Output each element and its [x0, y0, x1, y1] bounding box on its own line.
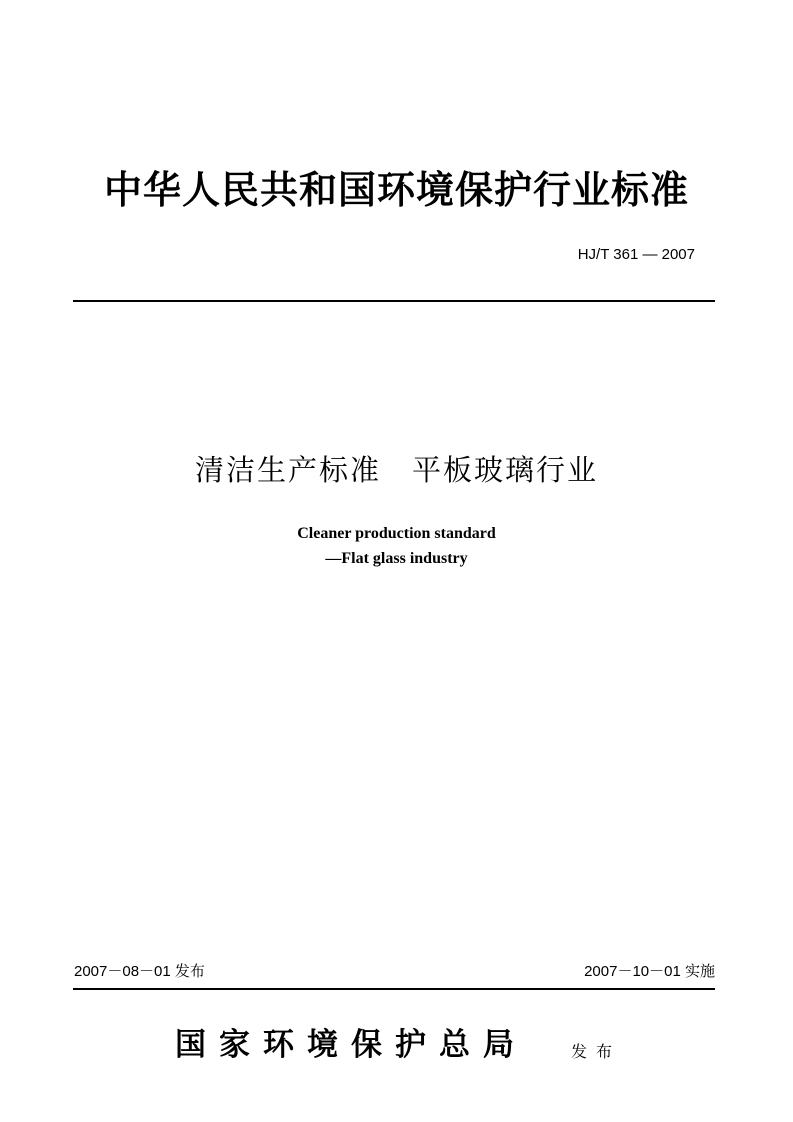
issuing-action-label: 发布 [571, 1042, 622, 1061]
header-divider [73, 300, 715, 302]
document-title-chinese: 清洁生产标准 平板玻璃行业 [194, 453, 598, 487]
issue-date: 2007－08－01 发布 [74, 963, 205, 980]
document-title-english-line1: Cleaner production standard [297, 525, 496, 542]
footer-divider [73, 988, 715, 990]
standard-number: HJ/T 361 — 2007 [577, 246, 695, 263]
issuing-authority: 国家环境保护总局 [175, 1027, 527, 1063]
standard-category-title: 中华人民共和国环境保护行业标准 [103, 167, 689, 212]
implementation-date: 2007－10－01 实施 [584, 963, 715, 980]
document-title-english-line2: —Flat glass industry [325, 550, 468, 567]
